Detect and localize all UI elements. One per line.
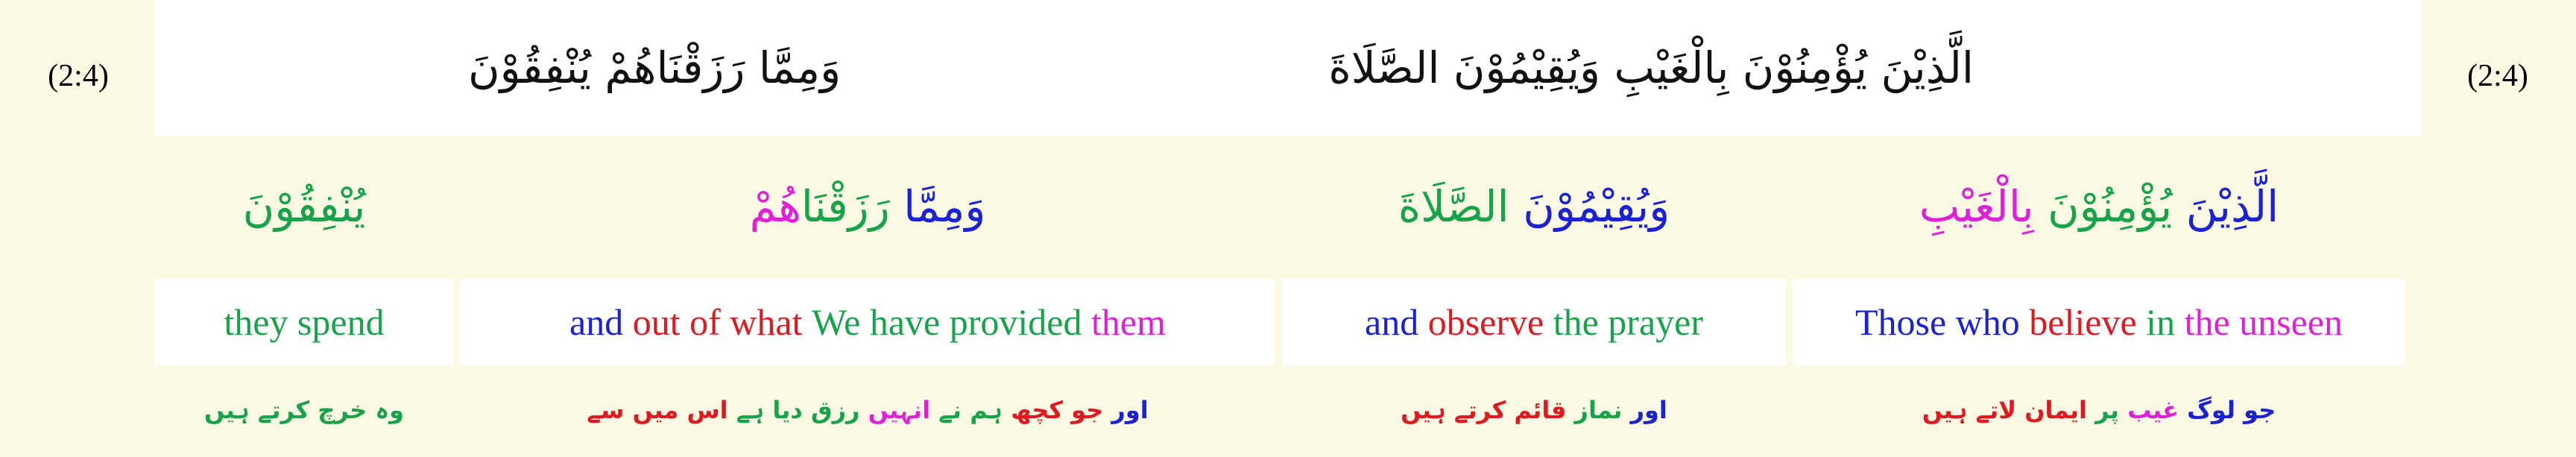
english-word: We have provided [811, 301, 1082, 343]
urdu-word: ہم نے [938, 396, 1003, 424]
word-column-1 [1793, 136, 2405, 457]
english-word: in [2146, 301, 2176, 343]
arabic-words [461, 136, 1275, 277]
urdu-word: رزق دیا ہے [736, 396, 860, 424]
english-translation [155, 279, 453, 365]
arabic-word: هُمْ [749, 181, 801, 232]
english-translation [1282, 279, 1786, 365]
urdu-translation [461, 373, 1275, 447]
arabic-word: وَيُقِيْمُوْنَ [1523, 181, 1670, 232]
verse-reference-left: (2:4) [48, 59, 109, 93]
urdu-word: اور [1630, 396, 1667, 424]
urdu-word: وہ خرچ کرتے ہیں [204, 396, 404, 424]
english-word: and [569, 301, 624, 343]
urdu-word: انہیں [868, 396, 931, 424]
english-word: out of what [632, 301, 803, 343]
arabic-word: الصَّلَاةَ [1398, 181, 1509, 232]
word-column-4 [155, 136, 453, 457]
urdu-translation [1793, 373, 2405, 447]
english-word: observe [1427, 301, 1544, 343]
english-word: Those who [1854, 301, 2020, 343]
arabic-word: يُنْفِقُوْنَ [242, 181, 366, 232]
english-translation [461, 279, 1275, 365]
urdu-word: نماز [1574, 396, 1623, 424]
word-column-2 [1282, 136, 1786, 457]
english-translation [1793, 279, 2405, 365]
english-word: believe [2029, 301, 2137, 343]
arabic-words [1793, 136, 2405, 277]
arabic-word: بِالْغَيْبِ [1919, 181, 2034, 232]
urdu-word: غیب [2127, 396, 2179, 424]
arabic-word: رَزَقْنَا [801, 181, 890, 232]
english-word: the prayer [1553, 301, 1703, 343]
english-word: and [1365, 301, 1419, 343]
english-word: they spend [224, 301, 385, 343]
verse-header [155, 0, 2421, 136]
verse-text-part1: الَّذِيْنَ يُؤْمِنُوْنَ بِالْغَيْبِ وَيُقِيْمُوْنَ الصَّلَاةَ [1328, 42, 1974, 93]
urdu-word: اور [1111, 396, 1149, 424]
arabic-words [155, 136, 453, 277]
verse-text-part2: وَمِمَّا رَزَقْنَاهُمْ يُنْفِقُوْنَ [468, 42, 842, 93]
urdu-word: ایمان لاتے ہیں [1922, 396, 2087, 424]
arabic-word: يُؤْمِنُوْنَ [2048, 181, 2173, 232]
arabic-word: وَمِمَّا [903, 181, 986, 232]
arabic-word: الَّذِيْنَ [2185, 181, 2279, 232]
urdu-translation [155, 373, 453, 447]
word-column-3 [461, 136, 1275, 457]
verse-reference-right: (2:4) [2467, 59, 2528, 93]
urdu-word: اس میں سے [587, 396, 728, 424]
urdu-word: قائم کرتے ہیں [1401, 396, 1567, 424]
urdu-word: پر [2095, 396, 2120, 424]
english-word: them [1090, 301, 1166, 343]
urdu-translation [1282, 373, 1786, 447]
urdu-word: جو لوگ [2187, 396, 2276, 424]
urdu-word: جو کچھ [1011, 396, 1104, 424]
english-word: the unseen [2184, 301, 2343, 343]
arabic-words [1282, 136, 1786, 277]
